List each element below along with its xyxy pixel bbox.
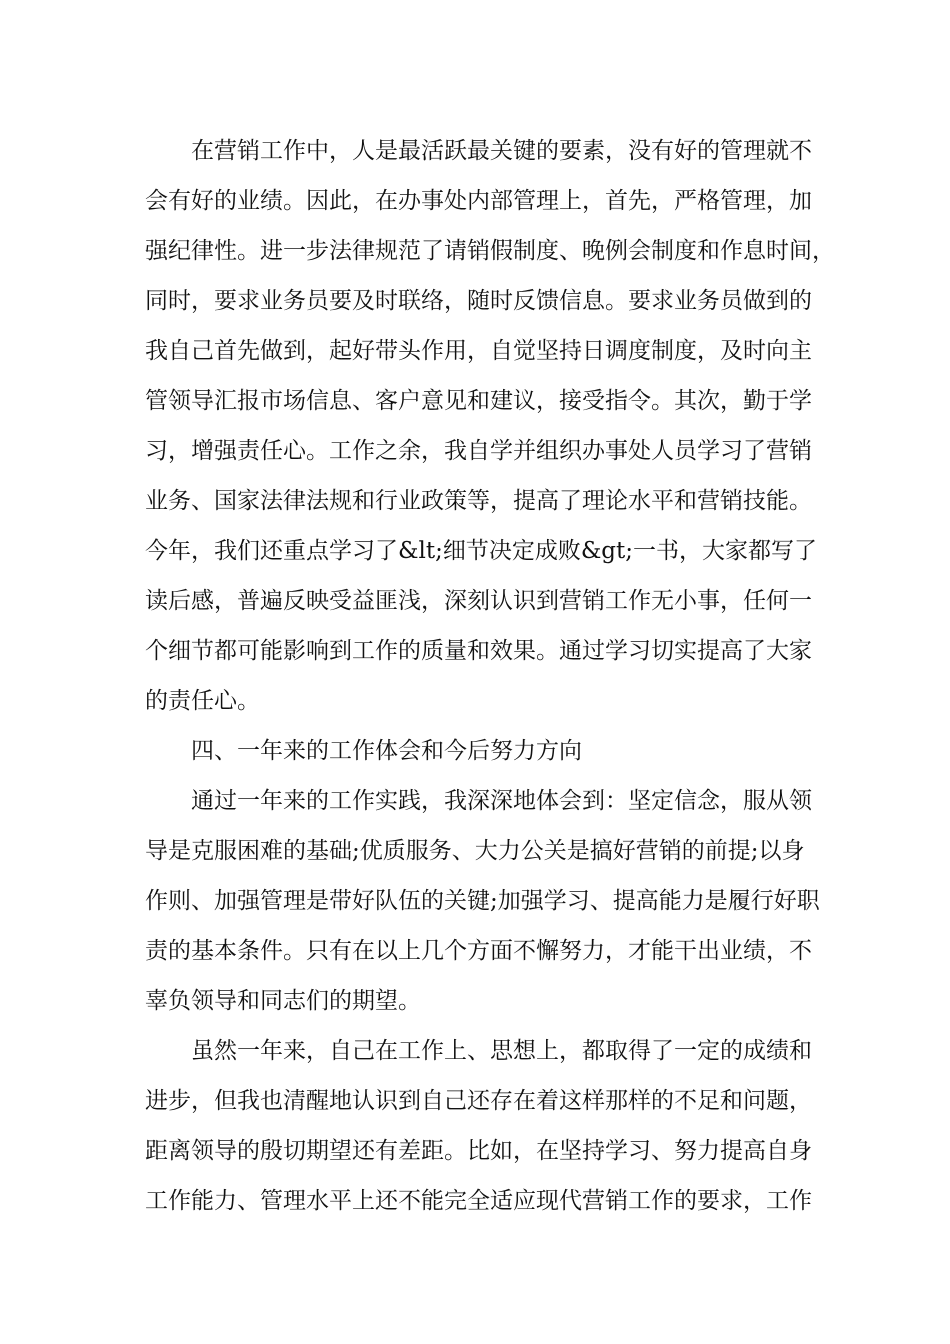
paragraph-1-line-7: 习，增强责任心。工作之余，我自学并组织办事处人员学习了营销: [145, 438, 812, 464]
paragraph-3-line-4: 工作能力、管理水平上还不能完全适应现代营销工作的要求，工作: [145, 1188, 812, 1214]
paragraph-1-line-5: 我自己首先做到，起好带头作用，自觉坚持日调度制度，及时向主: [145, 338, 812, 364]
paragraph-2-line-3: 作则、加强管理是带好队伍的关键;加强学习、提高能力是履行好职: [145, 888, 820, 914]
paragraph-2-line-4: 责的基本条件。只有在以上几个方面不懈努力，才能干出业绩，不: [145, 938, 812, 964]
paragraph-3-line-1: 虽然一年来，自己在工作上、思想上，都取得了一定的成绩和: [191, 1038, 812, 1064]
paragraph-1-line-10: 读后感，普遍反映受益匪浅，深刻认识到营销工作无小事，任何一: [145, 588, 812, 614]
paragraph-1-line-2: 会有好的业绩。因此，在办事处内部管理上，首先，严格管理，加: [145, 188, 812, 214]
paragraph-2-line-5: 辜负领导和同志们的期望。: [145, 988, 421, 1014]
paragraph-1-line-12: 的责任心。: [145, 688, 260, 714]
paragraph-2-line-2: 导是克服困难的基础;优质服务、大力公关是搞好营销的前提;以身: [145, 838, 805, 864]
paragraph-1-line-4: 同时，要求业务员要及时联络，随时反馈信息。要求业务员做到的: [145, 288, 812, 314]
paragraph-3-line-3: 距离领导的殷切期望还有差距。比如，在坚持学习、努力提高自身: [145, 1138, 812, 1164]
section-heading: 四、一年来的工作体会和今后努力方向: [191, 738, 582, 764]
paragraph-1-line-9: 今年，我们还重点学习了&lt;细节决定成败&gt;一书，大家都写了: [145, 538, 818, 564]
paragraph-1-line-3: 强纪律性。进一步法律规范了请销假制度、晚例会制度和作息时间，: [145, 238, 835, 264]
paragraph-2-line-1: 通过一年来的工作实践，我深深地体会到：坚定信念，服从领: [191, 788, 812, 814]
paragraph-1-line-1: 在营销工作中，人是最活跃最关键的要素，没有好的管理就不: [191, 138, 812, 164]
paragraph-3-line-2: 进步，但我也清醒地认识到自己还存在着这样那样的不足和问题，: [145, 1088, 812, 1114]
paragraph-1-line-8: 业务、国家法律法规和行业政策等，提高了理论水平和营销技能。: [145, 488, 812, 514]
paragraph-1-line-6: 管领导汇报市场信息、客户意见和建议，接受指令。其次，勤于学: [145, 388, 812, 414]
paragraph-1-line-11: 个细节都可能影响到工作的质量和效果。通过学习切实提高了大家: [145, 638, 812, 664]
